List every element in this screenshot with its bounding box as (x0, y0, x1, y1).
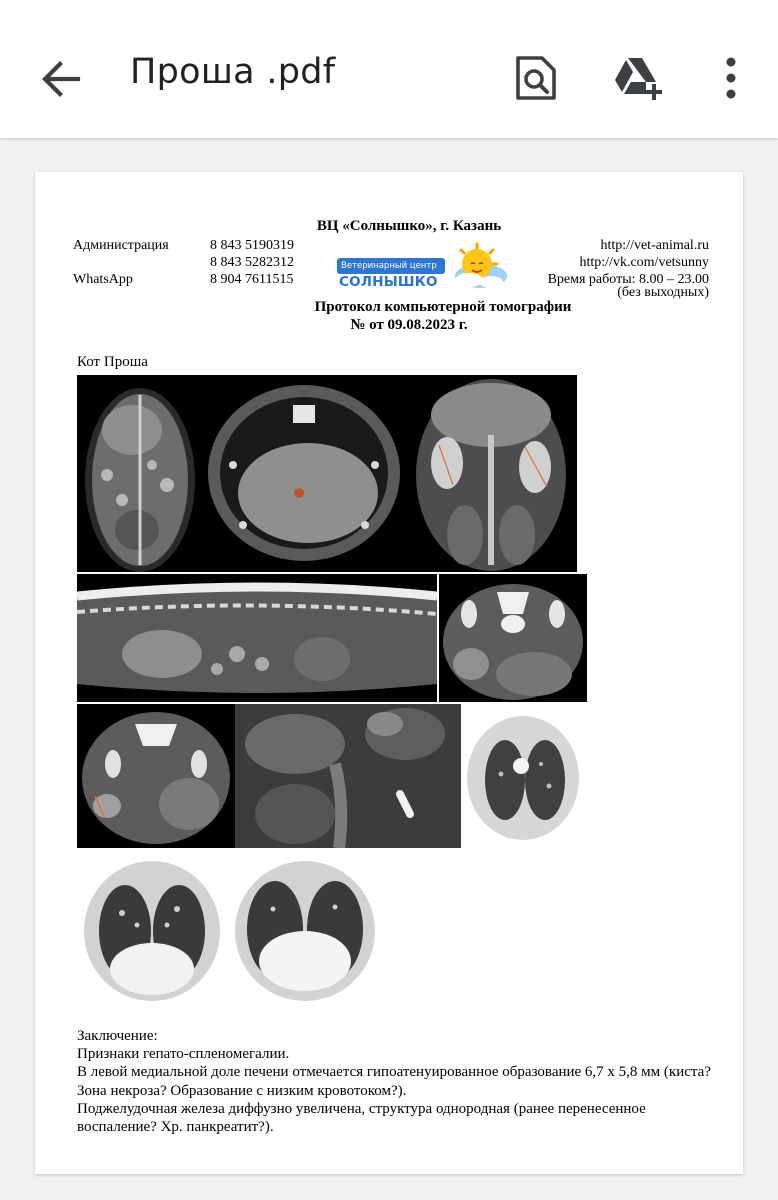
ct-image-lung-window-1 (461, 704, 585, 848)
conclusion-line: В левой медиальной доле печени отмечается гипоатенуированное образование 6,7 х 5,8 мм (киста? Зона некроза? Образование с низким кровотоком?). (77, 1064, 711, 1099)
clinic-title: ВЦ «Солнышко», г. Казань (316, 218, 502, 234)
phone-2: 8 843 5282312 (210, 255, 294, 270)
conclusion-line: Признаки гепато-спленомегалии. (77, 1046, 290, 1063)
add-to-drive-icon[interactable] (612, 54, 666, 102)
ct-image-lung-window-3 (227, 849, 383, 1005)
logo-name: СОЛНЫШКО (339, 274, 438, 290)
conclusion-block (77, 1027, 717, 1136)
whatsapp-label: WhatsApp (73, 272, 133, 287)
sun-mascot-icon (441, 242, 509, 292)
protocol-title: Протокол компьютерной томографии (314, 299, 572, 315)
ct-image-coronal-kidneys (405, 375, 577, 572)
document-title: Проша .pdf (130, 52, 336, 92)
back-arrow-icon[interactable] (36, 54, 86, 104)
logo-tagline: Ветеринарный центр (337, 258, 445, 274)
protocol-number: № от 09.08.2023 г. (350, 317, 468, 333)
working-hours: Время работы: 8.00 – 23.00 (547, 272, 709, 287)
viewer-toolbar (0, 0, 778, 138)
pdf-page (35, 172, 743, 1174)
clinic-logo (337, 242, 509, 294)
ct-image-zoomed-pancreas (235, 704, 461, 848)
site-1: http://vet-animal.ru (600, 238, 709, 253)
ct-image-lung-window-2 (77, 849, 227, 1005)
more-vert-icon[interactable] (716, 54, 746, 102)
phone-1: 8 843 5190319 (210, 238, 294, 253)
site-2: http://vk.com/vetsunny (579, 255, 709, 270)
admin-label: Администрация (73, 238, 169, 253)
phone-whatsapp: 8 904 7611515 (210, 272, 294, 287)
conclusion-line: Поджелудочная железа диффузно увеличена, структура однородная (ранее перенесенное воспаление? Хр. панкреатит?). (77, 1100, 646, 1136)
working-hours-note: (без выходных) (617, 285, 709, 300)
find-in-document-icon[interactable] (514, 54, 558, 102)
patient-name: Кот Проша (77, 354, 148, 370)
conclusion-heading: Заключение: (77, 1028, 158, 1044)
ct-image-coronal-abdomen (77, 375, 203, 572)
ct-image-axial-abdomen (77, 704, 235, 848)
ct-image-axial-spine (439, 574, 587, 702)
ct-image-axial-liver (203, 375, 405, 572)
ct-image-sagittal-body (77, 574, 437, 702)
